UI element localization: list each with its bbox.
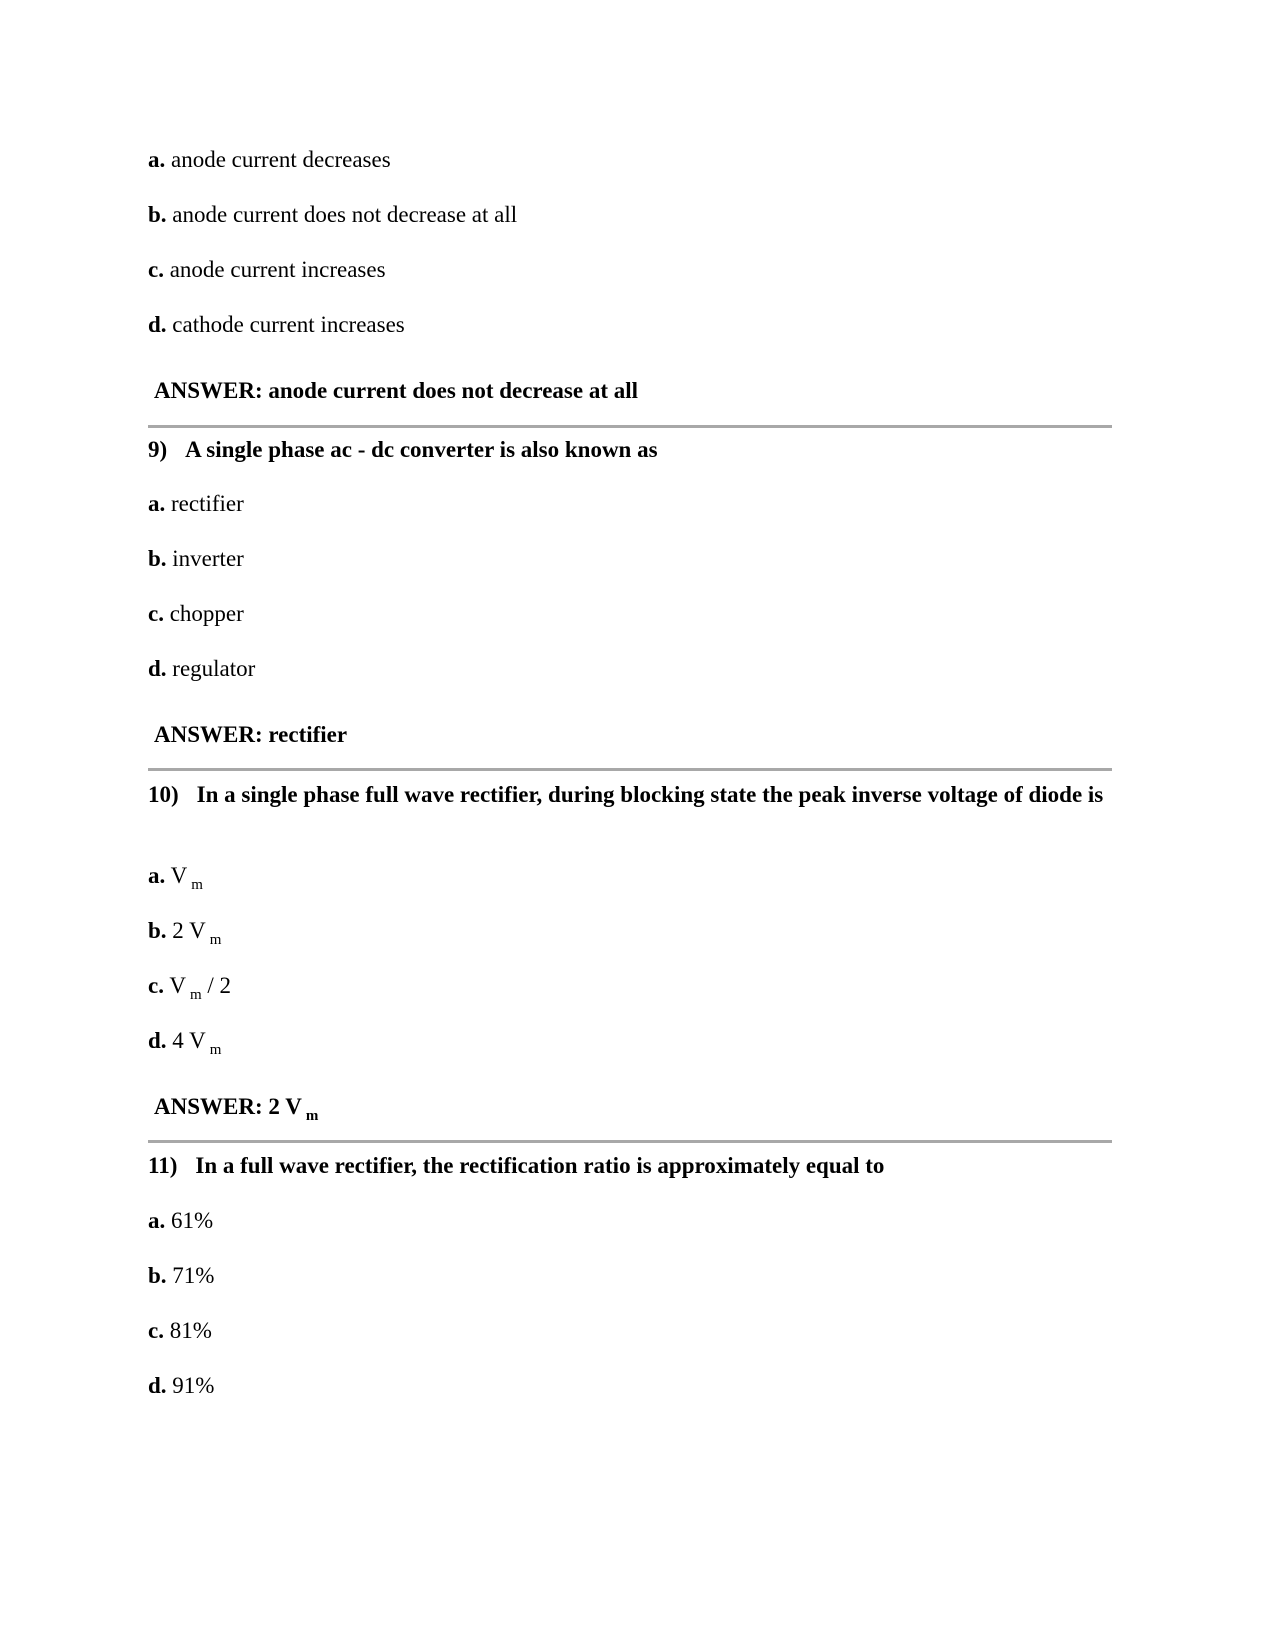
option-b — [148, 201, 517, 229]
option-letter: b. — [148, 918, 167, 943]
option-post: / 2 — [201, 973, 231, 998]
option-b — [148, 545, 244, 573]
answer-text: ANSWER: 2 V — [154, 1094, 302, 1119]
answer-line — [154, 1093, 318, 1130]
option-letter: c. — [148, 1318, 164, 1343]
option-letter: b. — [148, 1263, 167, 1288]
option-pre: V — [169, 973, 186, 998]
option-text: 61% — [171, 1208, 214, 1233]
option-a — [148, 490, 244, 518]
subscript: m — [191, 877, 203, 893]
option-letter: c. — [148, 601, 164, 626]
option-pre: 4 V — [172, 1028, 206, 1053]
option-text: anode current does not decrease at all — [172, 202, 518, 227]
option-b — [148, 1262, 214, 1290]
divider — [148, 425, 1112, 428]
subscript: m — [209, 1042, 222, 1058]
question-number: 9) — [148, 437, 168, 462]
option-letter: c. — [148, 257, 164, 282]
option-letter: d. — [148, 1028, 167, 1053]
option-letter: b. — [148, 202, 167, 227]
option-d — [148, 1372, 214, 1400]
option-c — [148, 256, 386, 284]
question-9 — [148, 436, 1108, 464]
question-number: 11) — [148, 1153, 178, 1178]
option-a — [148, 862, 203, 899]
option-text: chopper — [169, 601, 244, 626]
option-text: 71% — [172, 1263, 215, 1288]
divider — [148, 1140, 1112, 1143]
option-text: 91% — [172, 1373, 215, 1398]
question-text: In a full wave rectifier, the rectification ratio is approximately equal to — [195, 1153, 885, 1178]
question-text: A single phase ac - dc converter is also known as — [185, 437, 658, 462]
option-text: 81% — [169, 1318, 212, 1343]
subscript: m — [189, 987, 202, 1003]
question-11 — [148, 1152, 1108, 1180]
option-letter: a. — [148, 1208, 166, 1233]
option-d — [148, 311, 405, 339]
option-text: anode current increases — [169, 257, 386, 282]
option-pre: V — [170, 863, 188, 888]
question-number: 10) — [148, 782, 179, 807]
option-text: rectifier — [171, 491, 244, 516]
option-a — [148, 146, 391, 174]
option-text: cathode current increases — [172, 312, 405, 337]
option-letter: d. — [148, 1373, 167, 1398]
question-10 — [148, 781, 1108, 809]
option-letter: d. — [148, 312, 167, 337]
option-c — [148, 1317, 212, 1345]
option-pre: 2 V — [172, 918, 206, 943]
option-text: inverter — [172, 546, 244, 571]
answer-line: ANSWER: rectifier — [154, 722, 348, 747]
option-d — [148, 1027, 221, 1064]
question-text: In a single phase full wave rectifier, during blocking state the peak inverse voltage of diode is — [196, 782, 1104, 807]
option-letter: a. — [148, 863, 166, 888]
option-text: regulator — [172, 656, 256, 681]
option-text: anode current decreases — [171, 147, 391, 172]
option-d — [148, 655, 255, 683]
option-letter: a. — [148, 491, 166, 516]
option-a — [148, 1207, 213, 1235]
subscript: m — [209, 932, 222, 948]
option-letter: d. — [148, 656, 167, 681]
answer-line: ANSWER: anode current does not decrease at all — [154, 378, 639, 403]
option-letter: b. — [148, 546, 167, 571]
option-b — [148, 917, 221, 954]
divider — [148, 768, 1112, 771]
option-letter: c. — [148, 973, 164, 998]
option-letter: a. — [148, 147, 166, 172]
option-c — [148, 600, 244, 628]
option-c — [148, 972, 231, 1009]
subscript: m — [305, 1108, 319, 1124]
